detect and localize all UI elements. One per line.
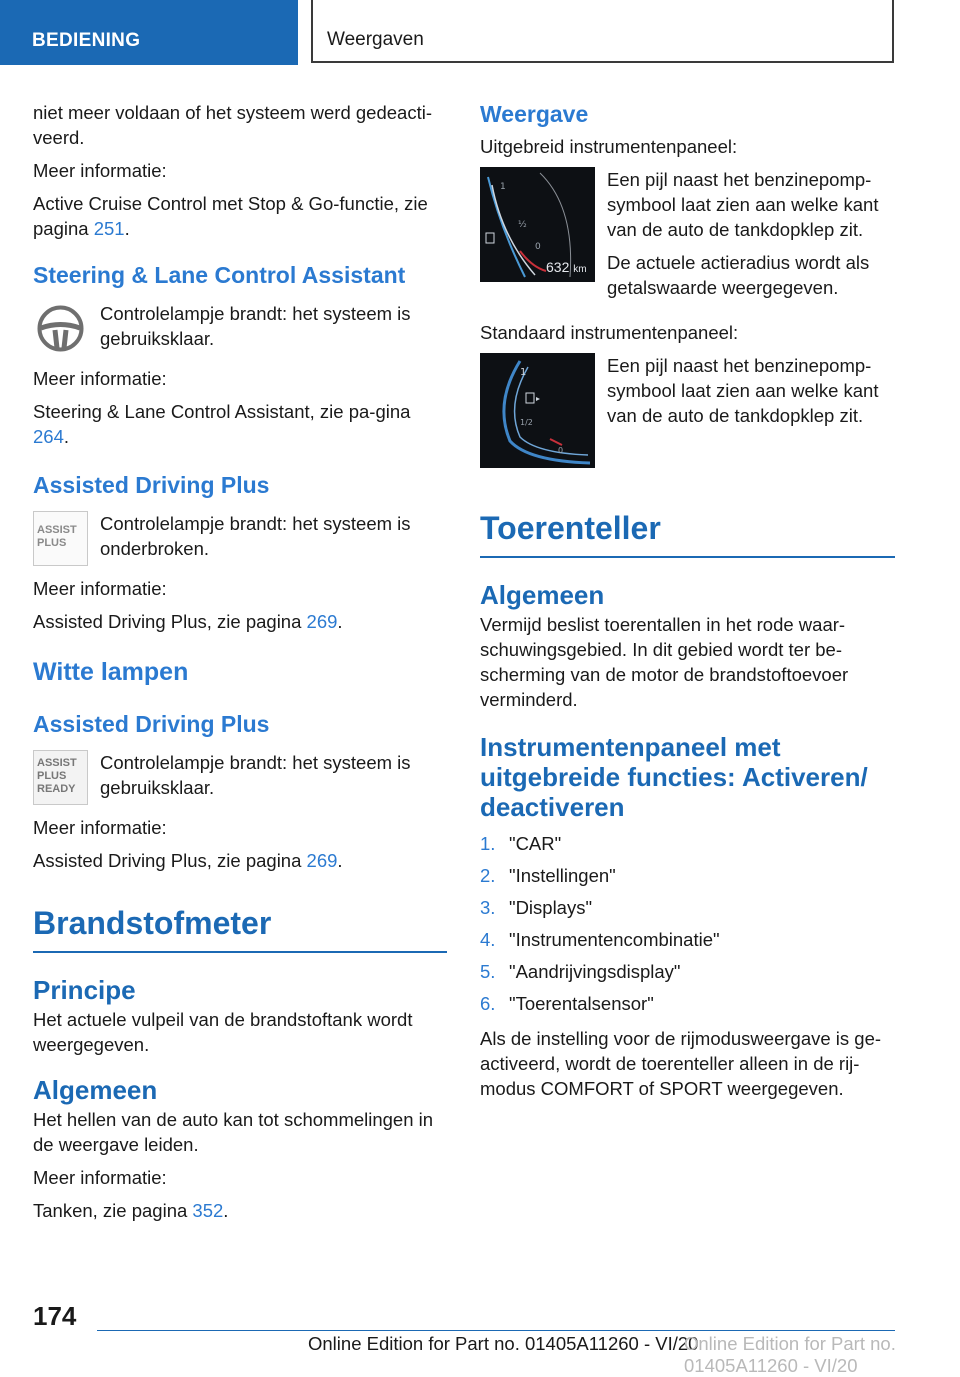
list-item-text: "Aandrijvingsdisplay" [509,961,681,982]
image-row [480,353,895,468]
list-item-number: 4. [480,929,496,950]
indicator-description: Controlelampje brandt: het systeem is gebruiksklaar. [100,752,411,798]
paragraph: Meer informatie: [33,1167,167,1188]
edition-label: Online Edition for Part no. 01405A11260 - VI/20 [308,1333,699,1354]
steps-list [480,828,895,1020]
page-number: 174 [33,1301,77,1331]
heading-principe: Principe [33,975,136,1005]
list-item-text: "Displays" [509,897,593,918]
range-readout: 632 km [546,259,587,275]
list-item-text: "Toerentalsensor" [509,993,654,1014]
assist-plus-icon: ASSIST PLUS [33,511,88,566]
heading-weergave: Weergave [480,101,589,127]
paragraph: Assisted Driving Plus, zie pagina 269. [33,611,343,632]
indicator-description: Controlelampje brandt: het systeem is gebruiksklaar. [100,303,411,349]
paragraph: Het hellen van de auto kan tot schommelingen in de weergave leiden. [33,1109,434,1155]
paragraph: Meer informatie: [33,368,167,389]
heading-brandstofmeter: Brandstofmeter [33,905,272,941]
svg-text:0: 0 [535,242,541,252]
list-item [480,956,895,988]
header-section-tab [0,0,298,65]
assist-plus-ready-icon: ASSIST PLUS READY [33,750,88,805]
standard-fuel-gauge-image [480,353,595,468]
heading-toerenteller: Toerenteller [480,510,661,546]
heading-instrumentenpaneel: Instrumentenpaneel met uitgebreide functies: Activeren/ deactiveren [480,732,868,822]
image-caption [607,353,895,468]
heading-assisted-2: Assisted Driving Plus [33,711,270,737]
paragraph: niet meer voldaan of het systeem werd gedeacti-veerd. [33,102,432,148]
paragraph: De actuele actieradius wordt als getalswaarde weergegeven. [607,252,870,298]
left-column [33,100,447,1231]
svg-text:1: 1 [520,367,527,378]
list-item-number: 5. [480,961,496,982]
paragraph: Standaard instrumentenpaneel: [480,322,739,343]
indicator-row [33,511,447,566]
paragraph: Vermijd beslist toerentallen in het rode waar-schuwingsgebied. In dit gebied wordt ter be-scherming van de motor de brandstoftoevoer verminderd. [480,614,849,710]
list-item [480,828,895,860]
indicator-row [33,750,447,805]
paragraph: Tanken, zie pagina 352. [33,1200,229,1221]
right-column [480,100,895,1109]
footer-divider [97,1330,895,1331]
page-link[interactable]: 352 [192,1200,224,1221]
svg-text:1/2: 1/2 [520,418,533,427]
paragraph: Steering & Lane Control Assistant, zie pa-gina 264. [33,401,411,447]
page-link[interactable]: 251 [93,218,125,239]
page-link[interactable]: 269 [306,850,338,871]
indicator-row [33,301,447,356]
page-link[interactable]: 264 [33,426,64,447]
heading-algemeen: Algemeen [480,580,605,610]
indicator-description: Controlelampje brandt: het systeem is onderbroken. [100,513,411,559]
paragraph: Een pijl naast het benzinepomp-symbool laat zien aan welke kant van de auto de tankdopklep zit. [607,355,879,426]
paragraph: Als de instelling voor de rijmodusweergave is ge-activeerd, wordt de toerenteller alleen in de rij-modus COMFORT of SPORT weergegeven. [480,1028,882,1099]
list-item [480,988,895,1020]
page-link[interactable]: 269 [306,611,338,632]
list-item [480,892,895,924]
heading-witte-lampen: Witte lampen [33,658,189,686]
heading-assisted: Assisted Driving Plus [33,472,270,498]
list-item [480,924,895,956]
list-item-text: "Instrumentencombinatie" [509,929,720,950]
list-item-number: 1. [480,833,496,854]
header-topic-box [311,0,894,63]
paragraph: Meer informatie: [33,817,167,838]
header-section-label: BEDIENING [32,30,141,51]
list-item-text: "CAR" [509,833,562,854]
paragraph: Active Cruise Control met Stop & Go-functie, zie pagina 251. [33,193,428,239]
list-item-number: 6. [480,993,496,1014]
watermark: Online Edition for Part no. 01405A11260 - VI/20 [684,1333,896,1376]
image-row [480,167,895,308]
list-item-text: "Instellingen" [509,865,616,886]
paragraph: Assisted Driving Plus, zie pagina 269. [33,850,343,871]
paragraph: Meer informatie: [33,578,167,599]
svg-text:½: ½ [518,220,527,230]
svg-text:0: 0 [558,446,564,455]
list-item-number: 3. [480,897,496,918]
heading-steering: Steering & Lane Control Assistant [33,262,406,288]
header-topic-label: Weergaven [327,29,424,50]
paragraph: Het actuele vulpeil van de brandstoftank wordt weergegeven. [33,1009,413,1055]
paragraph: Uitgebreid instrumentenpaneel: [480,136,738,157]
list-item-number: 2. [480,865,496,886]
steering-wheel-icon [33,301,88,356]
image-caption [607,167,895,308]
list-item [480,860,895,892]
extended-fuel-gauge-image [480,167,595,282]
section-divider [33,951,447,953]
heading-algemeen: Algemeen [33,1075,158,1105]
paragraph: Een pijl naast het benzinepomp-symbool laat zien aan welke kant van de auto de tankdopklep zit. [607,169,879,240]
section-divider [480,556,895,558]
svg-text:1: 1 [500,182,506,192]
paragraph: Meer informatie: [33,160,167,181]
